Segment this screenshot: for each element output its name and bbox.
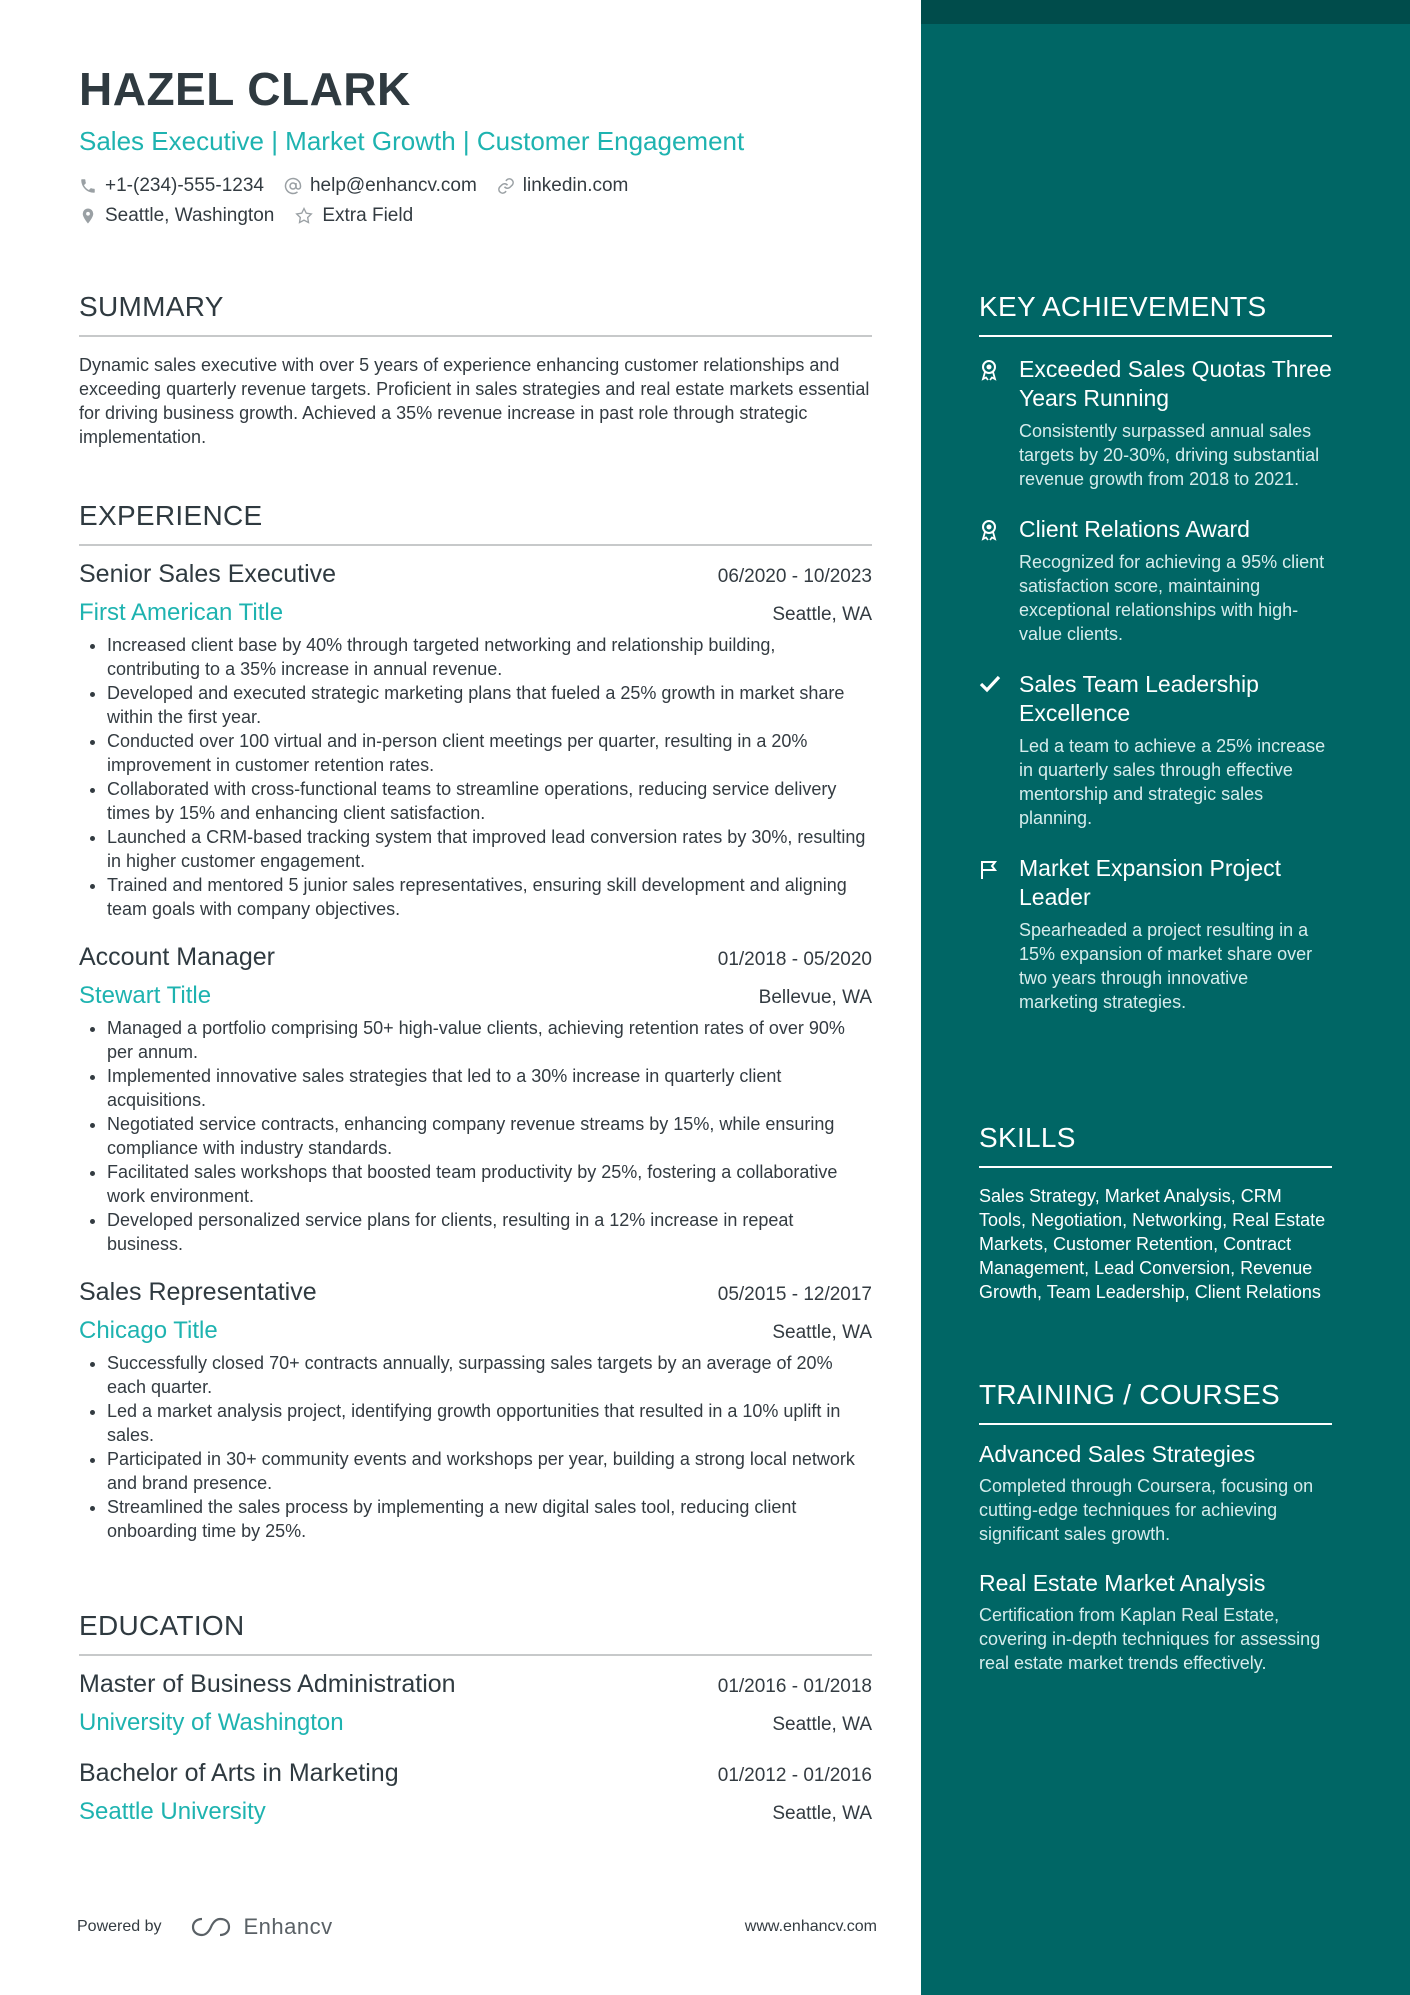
footer-url[interactable]: www.enhancv.com <box>744 1918 877 1935</box>
summary-section <box>79 291 872 449</box>
bullet-item: • Successfully closed 70+ contracts annually, surpassing sales targets by an average of 20% each quarter. <box>107 1351 872 1399</box>
bullet-item: • Participated in 30+ community events and workshops per year, building a strong local network and brand presence. <box>107 1447 872 1495</box>
company-name: Chicago Title <box>79 1317 218 1344</box>
achievement-title: Sales Team Leadership Excellence <box>1019 671 1259 726</box>
footer <box>77 1914 877 1940</box>
company-name: Stewart Title <box>79 982 212 1009</box>
sidebar-top-bar <box>921 0 1410 24</box>
course-item <box>979 1441 1332 1546</box>
school-name: Seattle University <box>79 1798 266 1825</box>
job-entry <box>79 943 872 1256</box>
bullet-item: • Developed and executed strategic marketing plans that fueled a 25% growth in market share within the first year. <box>107 681 872 729</box>
school-location: Seattle, WA <box>772 1803 872 1824</box>
job-date: 06/2020 - 10/2023 <box>717 566 872 587</box>
contact-info <box>79 171 872 231</box>
summary-title: SUMMARY <box>79 291 872 337</box>
bullet-item: • Developed personalized service plans for clients, resulting in a 12% increase in repeat business. <box>107 1208 872 1256</box>
course-item <box>979 1570 1332 1675</box>
achievement-desc: Recognized for achieving a 95% client satisfaction score, maintaining exceptional relationships with high-value clients. <box>1019 552 1325 644</box>
bullet-item: • Trained and mentored 5 junior sales representatives, ensuring skill development and aligning team goals with company objectives. <box>107 873 872 921</box>
bullet-item: • Launched a CRM-based tracking system that improved lead conversion rates by 30%, resulting in higher customer engagement. <box>107 825 872 873</box>
school-name: University of Washington <box>79 1709 344 1736</box>
skills-text: Sales Strategy, Market Analysis, CRM Tools, Negotiation, Networking, Real Estate Markets, Customer Retention, Contract Management, Lead Conversion, Revenue Growth, Team Leadership, Client Relations <box>979 1186 1326 1302</box>
job-location: Bellevue, WA <box>758 987 872 1008</box>
flag-icon <box>979 858 1001 880</box>
education-section <box>79 1610 872 1826</box>
job-location: Seattle, WA <box>772 604 872 625</box>
achievement-item <box>979 670 1332 830</box>
experience-title: EXPERIENCE <box>79 500 872 546</box>
award-icon <box>979 519 999 541</box>
phone-contact[interactable] <box>79 175 264 197</box>
job-title: Sales Representative <box>79 1278 317 1306</box>
enhancv-logo[interactable] <box>188 1914 333 1940</box>
education-date: 01/2016 - 01/2018 <box>717 1676 872 1697</box>
job-bullets <box>79 1016 872 1256</box>
link-icon <box>497 177 515 195</box>
experience-section <box>79 500 872 1543</box>
location-pin-icon <box>79 207 97 225</box>
bullet-item: • Negotiated service contracts, enhancing company revenue streams by 15%, while ensuring compliance with industry standards. <box>107 1112 872 1160</box>
website-contact[interactable] <box>497 175 629 197</box>
company-name: First American Title <box>79 599 284 626</box>
bullet-item: • Led a market analysis project, identifying growth opportunities that resulted in a 10% uplift in sales. <box>107 1399 872 1447</box>
education-date: 01/2012 - 01/2016 <box>717 1765 872 1786</box>
course-title: Advanced Sales Strategies <box>979 1441 1256 1467</box>
sidebar <box>921 0 1410 1995</box>
email-contact[interactable] <box>284 175 477 197</box>
degree: Bachelor of Arts in Marketing <box>79 1759 399 1787</box>
job-bullets <box>79 1351 872 1543</box>
job-entry <box>79 560 872 921</box>
extra-field-contact <box>294 205 413 227</box>
bullet-item: • Facilitated sales workshops that boosted team productivity by 25%, fostering a collaborative work environment. <box>107 1160 872 1208</box>
achievements-section <box>979 291 1332 1014</box>
job-bullets <box>79 633 872 921</box>
achievement-desc: Led a team to achieve a 25% increase in quarterly sales through effective mentorship and strategic sales planning. <box>1019 736 1326 828</box>
course-desc: Certification from Kaplan Real Estate, covering in-depth techniques for assessing real estate market trends effectively. <box>979 1605 1321 1673</box>
tagline: Sales Executive | Market Growth | Customer Engagement <box>79 126 745 156</box>
job-title: Account Manager <box>79 943 275 971</box>
achievement-title: Market Expansion Project Leader <box>1019 855 1282 910</box>
star-icon <box>294 206 314 226</box>
education-entry <box>79 1670 872 1737</box>
course-desc: Completed through Coursera, focusing on cutting-edge techniques for achieving significant sales growth. <box>979 1476 1314 1544</box>
achievement-item <box>979 515 1332 646</box>
bullet-item: • Implemented innovative sales strategies that led to a 30% increase in quarterly client acquisitions. <box>107 1064 872 1112</box>
job-title: Senior Sales Executive <box>79 560 337 588</box>
bullet-item: • Increased client base by 40% through targeted networking and relationship building, contributing to a 35% increase in annual revenue. <box>107 633 872 681</box>
extra-field-text: Extra Field <box>322 205 414 226</box>
bullet-item: • Managed a portfolio comprising 50+ high-value clients, achieving retention rates of over 90% per annum. <box>107 1016 872 1064</box>
course-title: Real Estate Market Analysis <box>979 1570 1266 1596</box>
skills-section <box>979 1122 1332 1304</box>
job-entry <box>79 1278 872 1543</box>
website-text: linkedin.com <box>522 175 629 196</box>
education-title: EDUCATION <box>79 1610 872 1656</box>
phone-text: +1-(234)-555-1234 <box>105 175 264 196</box>
bullet-item: • Collaborated with cross-functional teams to streamline operations, reducing service delivery times by 15% and enhancing client satisfaction. <box>107 777 872 825</box>
skills-title: SKILLS <box>979 1122 1332 1168</box>
bullet-item: • Streamlined the sales process by implementing a new digital sales tool, reducing client onboarding time by 25%. <box>107 1495 872 1543</box>
location-text: Seattle, Washington <box>105 205 275 226</box>
powered-by-label: Powered by <box>77 1918 162 1935</box>
job-date: 05/2015 - 12/2017 <box>717 1284 872 1305</box>
location-contact <box>79 205 274 227</box>
job-date: 01/2018 - 05/2020 <box>717 949 872 970</box>
phone-icon <box>79 177 97 195</box>
achievement-desc: Consistently surpassed annual sales targets by 20-30%, driving substantial revenue growth from 2018 to 2021. <box>1019 421 1320 489</box>
bullet-item: • Conducted over 100 virtual and in-person client meetings per quarter, resulting in a 20% improvement in customer retention rates. <box>107 729 872 777</box>
candidate-name: HAZEL CLARK <box>79 63 411 115</box>
enhancv-logo-icon <box>188 1915 234 1939</box>
summary-text: Dynamic sales executive with over 5 years of experience enhancing customer relationships and exceeding quarterly revenue targets. Proficient in sales strategies and real estate markets essential for driving business growth. Achieved a 35% revenue increase in past role through strategic implementation. <box>79 355 870 447</box>
achievement-item <box>979 854 1332 1014</box>
achievement-item <box>979 355 1332 491</box>
award-icon <box>979 359 999 381</box>
email-text: help@enhancv.com <box>309 175 477 196</box>
job-location: Seattle, WA <box>772 1322 872 1343</box>
achievements-title: KEY ACHIEVEMENTS <box>979 291 1332 337</box>
header <box>79 62 872 231</box>
achievement-desc: Spearheaded a project resulting in a 15% expansion of market share over two years through innovative marketing strategies. <box>1019 920 1313 1012</box>
achievement-title: Client Relations Award <box>1019 516 1250 542</box>
achievement-title: Exceeded Sales Quotas Three Years Running <box>1019 356 1332 411</box>
check-icon <box>979 674 1001 694</box>
at-icon <box>284 177 302 195</box>
brand-name: Enhancv <box>243 1914 333 1939</box>
training-title: TRAINING / COURSES <box>979 1379 1332 1425</box>
education-entry <box>79 1759 872 1826</box>
school-location: Seattle, WA <box>772 1714 872 1735</box>
degree: Master of Business Administration <box>79 1670 456 1698</box>
training-section <box>979 1379 1332 1675</box>
